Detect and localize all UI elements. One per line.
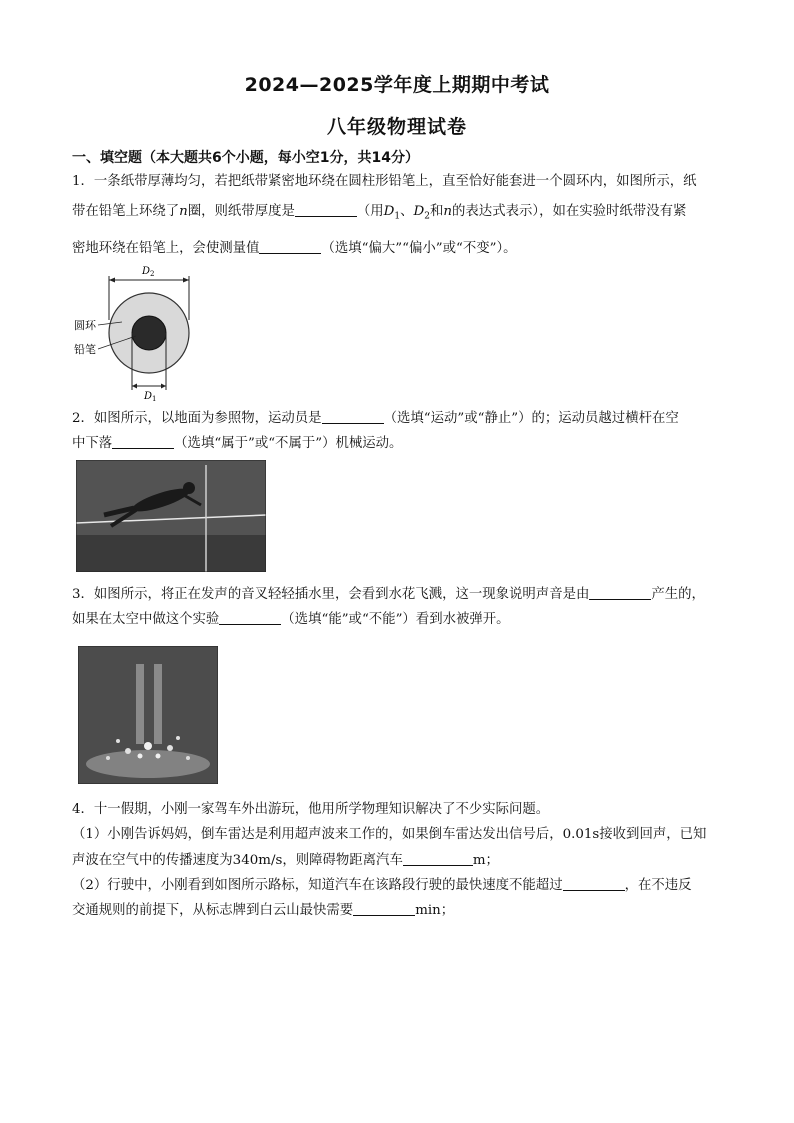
fork-prong-left	[136, 664, 144, 744]
q3-figure-tuning-fork-water	[78, 646, 218, 784]
q2-figure-high-jump-photo	[76, 460, 266, 572]
q4-blank-distance[interactable]	[403, 851, 473, 866]
q3-blank-source[interactable]	[589, 585, 651, 600]
q4-blank-time[interactable]	[353, 901, 415, 916]
q4-part1-line-1: （1）小刚告诉妈妈，倒车雷达是利用超声波来工作的，如果倒车雷达发出信号后，0.01s接收到回声，已知	[72, 827, 707, 842]
exam-subtitle: 八年级物理试卷	[326, 116, 467, 138]
pencil-label: 铅笔	[74, 343, 96, 356]
q2-blank-mechanical[interactable]	[112, 434, 174, 449]
q4-part1-line-2: 声波在空气中的传播速度为340m/s，则障碍物距离汽车 m；	[72, 853, 499, 868]
q1-line-3: 密地环绕在铅笔上，会使测量值 （选填“偏大”“偏小”或“不变”）。	[72, 241, 517, 256]
water-surface	[86, 750, 210, 778]
q3-line-1: 3．如图所示，将正在发声的音叉轻轻插水里，会看到水花飞溅，这一现象说明声音是由 产生的，	[72, 587, 705, 602]
svg-text:1: 1	[152, 395, 157, 402]
q4-blank-max-speed[interactable]	[563, 876, 625, 891]
q3-blank-space[interactable]	[219, 610, 281, 625]
q2-blank-motion[interactable]	[322, 409, 384, 424]
q3-line-2: 如果在太空中做这个实验 （选填“能”或“不能”）看到水被弹开。	[72, 612, 510, 627]
exam-title: 2024—2025学年度上期期中考试	[244, 74, 550, 96]
d1-label: D	[144, 391, 153, 402]
q4-part2-line-2: 交通规则的前提下，从标志牌到白云山最快需要 min；	[72, 903, 455, 918]
ring-label: 圆环	[74, 319, 96, 332]
fork-prong-right	[154, 664, 162, 744]
q1-line-2: 带在铅笔上环绕了n圈，则纸带厚度是 （用$D_1$、$D_2$和n的表达式表示），如在实验时纸带没有紧	[72, 204, 687, 222]
q1-blank-thickness[interactable]	[295, 202, 357, 217]
section-heading-fill-blank: 一、填空题（本大题共6个小题，每小空1分，共14分）	[72, 150, 419, 166]
q4-part2-line-1: （2）行驶中，小刚看到如图所示路标，知道汽车在该路段行驶的最快速度不能超过 ，在不违反	[72, 878, 692, 893]
q2-line-1: 2．如图所示，以地面为参照物，运动员是 （选填“运动”或“静止”）的；运动员越过横杆在空	[72, 411, 679, 426]
svg-text:2: 2	[150, 270, 155, 278]
q1-line-1: 1．一条纸带厚薄均匀，若把纸带紧密地环绕在圆柱形铅笔上，直至恰好能套进一个圆环内，如图所示，纸	[72, 174, 697, 189]
q1-blank-measurement[interactable]	[259, 239, 321, 254]
pencil-circle	[132, 316, 166, 350]
q1-figure-ring-pencil	[74, 262, 204, 402]
q4-intro: 4．十一假期，小刚一家驾车外出游玩，他用所学物理知识解决了不少实际问题。	[72, 802, 550, 817]
q2-line-2: 中下落 （选填“属于”或“不属于”）机械运动。	[72, 436, 403, 451]
d2-label: D	[142, 266, 151, 277]
